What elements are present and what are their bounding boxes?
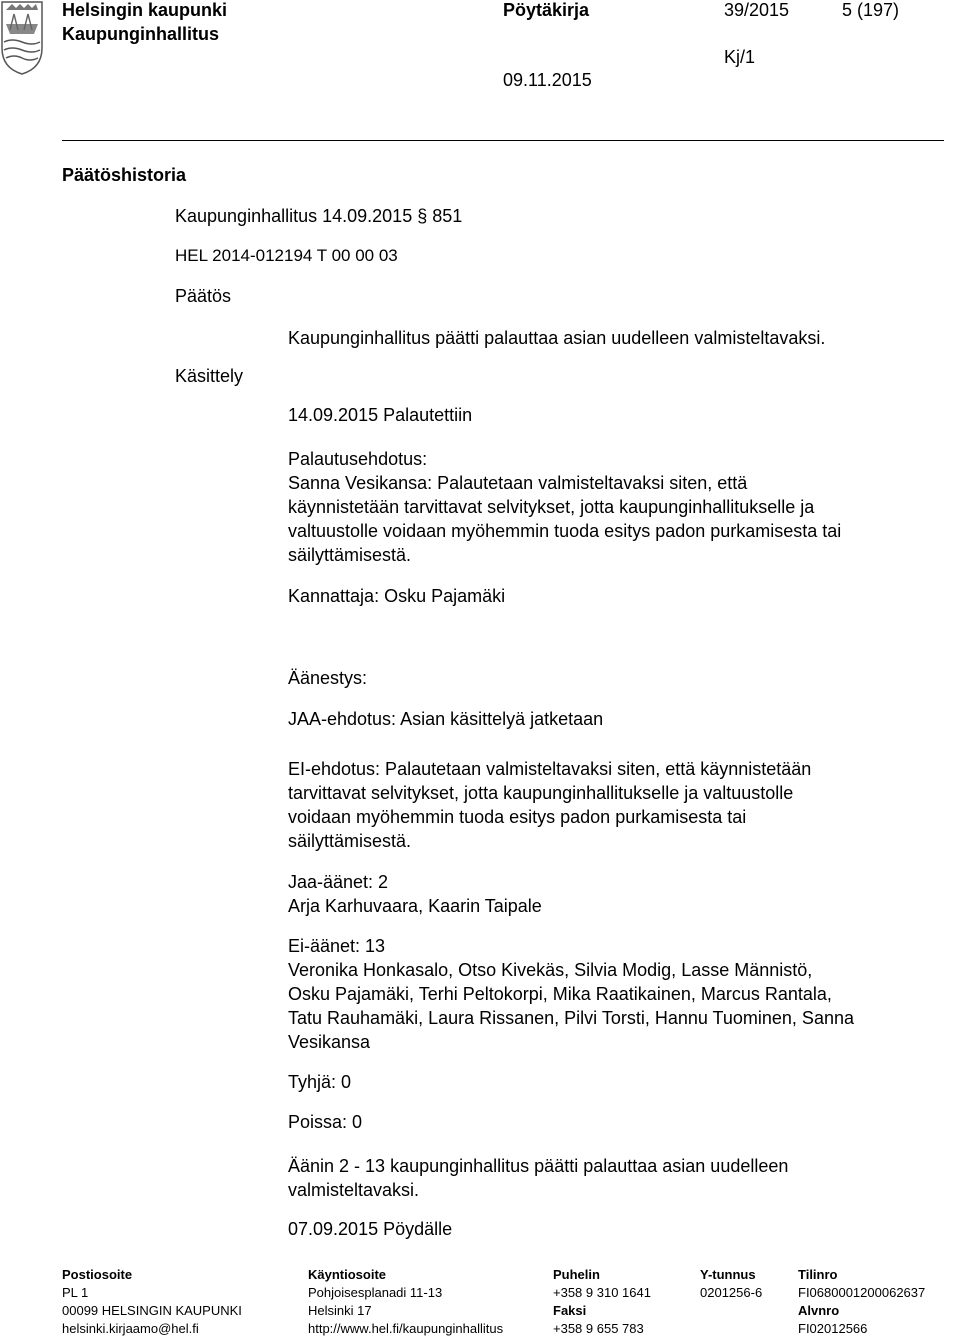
footer-business-id-heading: Y-tunnus — [700, 1267, 756, 1282]
footer-account — [798, 1266, 925, 1338]
header-divider — [62, 140, 944, 141]
absent-votes: Poissa: 0 — [288, 1112, 363, 1132]
vote-result-line: Äänin 2 - 13 kaupunginhallitus päätti palauttaa asian uudelleen — [288, 1156, 789, 1176]
footer-visit — [308, 1266, 503, 1338]
paatos-label: Päätös — [175, 286, 232, 306]
ei-proposal-line: EI-ehdotus: Palautetaan valmisteltavaksi siten, että käynnistetään — [288, 759, 812, 779]
footer-vat-heading: Alvnro — [798, 1303, 840, 1318]
header-org: Helsingin kaupunki — [62, 0, 228, 20]
header-doc-number: 39/2015 — [724, 0, 790, 20]
blank-votes: Tyhjä: 0 — [288, 1072, 352, 1092]
ei-proposal-line: voidaan myöhemmin tuoda esitys padon purkamisesta tai — [288, 807, 747, 827]
footer-account-value: FI0680001200062637 — [798, 1285, 926, 1300]
jaa-votes-block — [288, 870, 542, 918]
tabled-line: 07.09.2015 Pöydälle — [288, 1219, 453, 1239]
footer-business-id — [700, 1266, 762, 1302]
footer-postal-line: 00099 HELSINGIN KAUPUNKI — [62, 1303, 242, 1318]
header-section-code: Kj/1 — [724, 47, 756, 67]
ei-votes-names-line: Veronika Honkasalo, Otso Kivekäs, Silvia Modig, Lasse Männistö, — [288, 960, 813, 980]
diary-number: HEL 2014-012194 T 00 00 03 — [175, 246, 398, 265]
ei-proposal — [288, 757, 811, 853]
footer-phone — [553, 1266, 651, 1338]
footer-fax-number: +358 9 655 783 — [553, 1321, 644, 1336]
ei-votes-block — [288, 934, 854, 1054]
footer-postal-heading: Postiosoite — [62, 1267, 133, 1282]
proposal-line: säilyttämisestä. — [288, 545, 412, 565]
vote-result — [288, 1154, 788, 1202]
ei-votes-names-line: Osku Pajamäki, Terhi Peltokorpi, Mika Raatikainen, Marcus Rantala, — [288, 984, 832, 1004]
return-proposal — [288, 447, 841, 567]
footer-business-id-value: 0201256-6 — [700, 1285, 763, 1300]
ei-proposal-line: säilyttämisestä. — [288, 831, 412, 851]
header-date: 09.11.2015 — [503, 70, 592, 90]
footer-phone-heading: Puhelin — [553, 1267, 600, 1282]
jaa-votes-names: Arja Karhuvaara, Kaarin Taipale — [288, 896, 542, 916]
footer-email-link[interactable]: helsinki.kirjaamo@hel.fi — [62, 1321, 199, 1336]
header-body: Kaupunginhallitus — [62, 24, 219, 44]
ei-votes-count: Ei-äänet: 13 — [288, 936, 386, 956]
proposal-line: valtuustolle voidaan myöhemmin tuoda esitys padon purkamisesta tai — [288, 521, 842, 541]
footer-phone-number: +358 9 310 1641 — [553, 1285, 651, 1300]
paatos-text: Kaupunginhallitus päätti palauttaa asian uudelleen valmisteltavaksi. — [288, 328, 826, 348]
section-title: Päätöshistoria — [62, 165, 187, 185]
jaa-votes-count: Jaa-äänet: 2 — [288, 872, 389, 892]
ei-votes-names-line: Vesikansa — [288, 1032, 371, 1052]
footer-vat-value: FI02012566 — [798, 1321, 868, 1336]
ei-proposal-line: tarvittavat selvitykset, jotta kaupunginhallitukselle ja valtuustolle — [288, 783, 794, 803]
proposal-heading: Palautusehdotus: — [288, 449, 428, 469]
header-doc-type: Pöytäkirja — [503, 0, 590, 20]
footer-website-link[interactable]: http://www.hel.fi/kaupunginhallitus — [308, 1321, 504, 1336]
proposal-line: käynnistetään tarvittavat selvitykset, jotta kaupunginhallitukselle ja — [288, 497, 815, 517]
footer-visit-line: Helsinki 17 — [308, 1303, 372, 1318]
footer-visit-heading: Käyntiosoite — [308, 1267, 387, 1282]
jaa-proposal: JAA-ehdotus: Asian käsittelyä jatketaan — [288, 709, 604, 729]
footer-postal-line: PL 1 — [62, 1285, 89, 1300]
vote-heading: Äänestys: — [288, 668, 368, 688]
footer-account-heading: Tilinro — [798, 1267, 838, 1282]
seconder: Kannattaja: Osku Pajamäki — [288, 586, 506, 606]
kasittely-label: Käsittely — [175, 366, 244, 386]
kasittely-date-line: 14.09.2015 Palautettiin — [288, 405, 473, 425]
footer-visit-line: Pohjoisesplanadi 11-13 — [308, 1285, 443, 1300]
ei-votes-names-line: Tatu Rauhamäki, Laura Rissanen, Pilvi Torsti, Hannu Tuominen, Sanna — [288, 1008, 854, 1028]
header-page: 5 (197) — [842, 0, 900, 20]
vote-result-line: valmisteltavaksi. — [288, 1180, 420, 1200]
proposal-line: Sanna Vesikansa: Palautetaan valmisteltavaksi siten, että — [288, 473, 748, 493]
footer-postal — [62, 1266, 242, 1338]
footer-fax-heading: Faksi — [553, 1303, 587, 1318]
helsinki-crest-logo — [0, 0, 44, 76]
meeting-reference: Kaupunginhallitus 14.09.2015 § 851 — [175, 206, 463, 226]
